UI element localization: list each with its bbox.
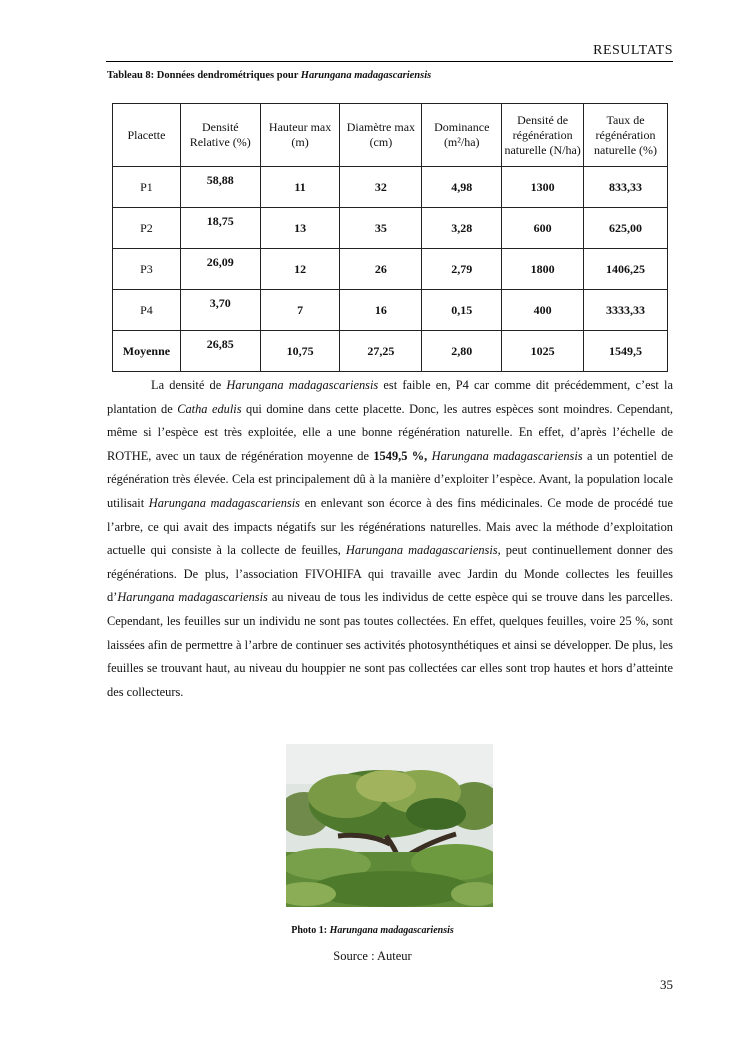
species-name: Harungana madagascariensis, [345, 543, 501, 558]
column-header: Densité Relative (%) [180, 104, 260, 167]
header-divider [106, 61, 673, 62]
table-row-average [113, 331, 668, 372]
column-header: Hauteur max (m) [260, 104, 340, 167]
column-header: Dominance (m²/ha) [422, 104, 502, 167]
table-cell: 4,98 [422, 167, 502, 208]
table-cell: 26 [340, 249, 422, 290]
photo-source: Source : Auteur [333, 949, 412, 963]
species-name: Harungana madagascariensis [226, 378, 379, 392]
photo-caption-species: Harungana madagascariensis [329, 925, 454, 936]
text-run: est faible en, P4 car comme dit précédemment, c’est la plantation de [107, 378, 673, 416]
table-cell: 1025 [502, 331, 584, 372]
text-run: en enlevant son écorce à des fins médicinales. Ce mode de procédé tue l’arbre, ce qui avait des impacts négatifs sur les régénérations naturelles. Mais avec la méthode d’exploitation actuelle qui consiste à la collecte de feuilles, [107, 495, 673, 558]
photo-caption-prefix: Photo 1: [291, 925, 330, 936]
table-cell: 18,75 [180, 208, 260, 249]
table-cell: 12 [260, 249, 340, 290]
table-cell: 13 [260, 208, 340, 249]
table-cell: P1 [113, 167, 181, 208]
table-cell: 1549,5 [584, 331, 668, 372]
text-run: au niveau de tous les individus de cette espèce qui se trouve dans les parcelles. Cependant, les feuilles sur un individu ne sont pas toutes collectées. En effet, quelques feuilles, voire 25 %, sont laissées afin de permettre à l’arbre de continuer ses activités photosynthétiques et ainsi se développer. De plus, les feuilles se trouvant haut, au niveau du houppier ne sont pas collectées car elles sont trop hautes et hors d’atteinte des collecteurs. [107, 590, 673, 699]
table-cell: 10,75 [260, 331, 340, 372]
table-row [113, 167, 668, 208]
species-name: Catha edulis [177, 401, 242, 416]
table-caption-species: Harungana madagascariensis [300, 70, 432, 81]
table-caption [107, 70, 431, 81]
species-name: Harungana madagascariensis [117, 590, 268, 605]
table-cell: 26,09 [180, 249, 260, 290]
text-run: qui domine dans cette placette. Donc, les autres espèces sont moindres. Cependant, même si l’espèce est très exploitée, elle a une bonne régénération naturelle. En effet, d’après l’échelle de ROTHE, avec un taux de régénération moyenne de [107, 401, 673, 463]
table-cell: 35 [340, 208, 422, 249]
table-cell: 32 [340, 167, 422, 208]
photo-caption [0, 925, 745, 936]
table-cell: 1800 [502, 249, 584, 290]
table-cell: P3 [113, 249, 181, 290]
regeneration-rate: 1549,5 %, [373, 448, 428, 463]
table-row [113, 249, 668, 290]
table-cell: 3333,33 [584, 290, 668, 331]
table-cell: 400 [502, 290, 584, 331]
text-run: a un potentiel de régénération très élevée. Cela est principalement dû à la manière d’exploiter l’espèce. Avant, la population locale utilisait [107, 448, 673, 510]
text-run: peut continuellement donner des régénérations. De plus, l’association FIVOHIFA qui travaille avec Jardin du Monde collectes les feuilles d’ [107, 543, 673, 605]
tree-illustration [286, 744, 493, 907]
tree-photo [286, 744, 493, 907]
table-cell: 58,88 [180, 167, 260, 208]
table-cell: 1300 [502, 167, 584, 208]
table-cell: 11 [260, 167, 340, 208]
table-cell: 0,15 [422, 290, 502, 331]
body-paragraph [107, 374, 673, 704]
table-cell: 2,79 [422, 249, 502, 290]
table-header-row [113, 104, 668, 167]
table-cell: 26,85 [180, 331, 260, 372]
dendrometric-table [112, 103, 668, 372]
table-cell: 625,00 [584, 208, 668, 249]
table-caption-prefix: Tableau 8: Données dendrométriques pour [107, 70, 301, 81]
column-header: Placette [113, 104, 181, 167]
species-name: Harungana madagascariensis [431, 448, 583, 463]
table-cell: P2 [113, 208, 181, 249]
table-cell: 7 [260, 290, 340, 331]
column-header: Taux de régénération naturelle (%) [584, 104, 668, 167]
column-header: Diamètre max (cm) [340, 104, 422, 167]
species-name: Harungana madagascariensis [148, 495, 300, 510]
page-number: 35 [660, 977, 673, 992]
table-cell: 3,70 [180, 290, 260, 331]
table-cell: 1406,25 [584, 249, 668, 290]
table-cell: 600 [502, 208, 584, 249]
table-cell: 27,25 [340, 331, 422, 372]
section-title: RESULTATS [593, 43, 673, 58]
text-run: La densité de [151, 378, 227, 392]
table-cell: 3,28 [422, 208, 502, 249]
table-cell: 16 [340, 290, 422, 331]
table-row [113, 290, 668, 331]
column-header: Densité de régénération naturelle (N/ha) [502, 104, 584, 167]
table-cell: P4 [113, 290, 181, 331]
table-cell: Moyenne [113, 331, 181, 372]
table-cell: 2,80 [422, 331, 502, 372]
table-cell: 833,33 [584, 167, 668, 208]
table-row [113, 208, 668, 249]
